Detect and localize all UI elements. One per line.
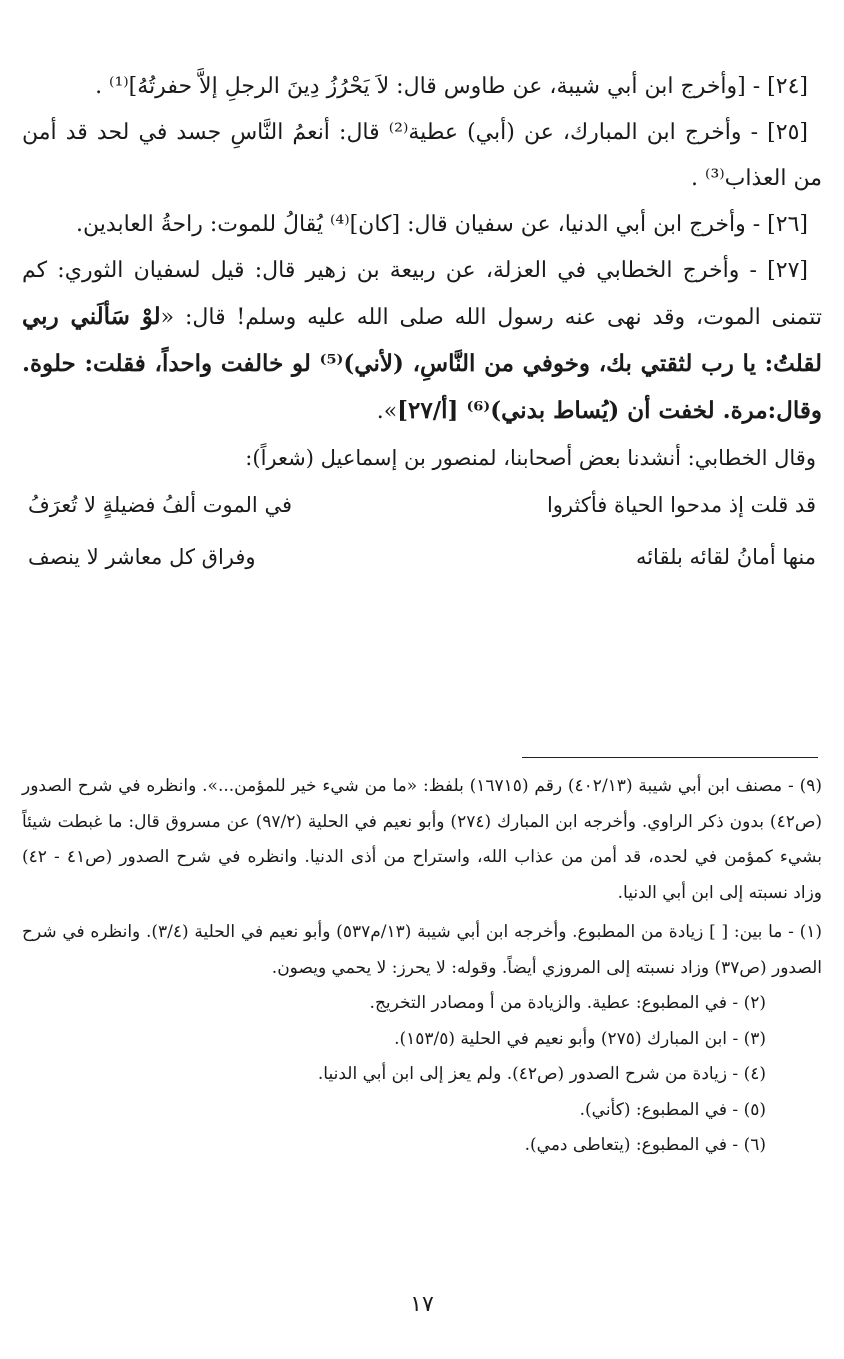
verse-2	[22, 531, 822, 583]
footnotes	[22, 769, 822, 1164]
verse-2-second-hemistich: وفراق كل معاشر لا ينصف	[28, 545, 256, 569]
verse-1-first-hemistich: قد قلت إذ مدحوا الحياة فأكثروا	[546, 493, 816, 517]
paragraph-27	[22, 248, 822, 435]
paragraph-27-intro: [٢٧] - وأخرج الخطابي في العزلة، عن ربيعة بن زهير قال: قيل لسفيان الثوري: كم تتمنى الموت، وقد نهى عنه رسول الله صلى الله عليه وسلم! قال: «	[22, 258, 822, 330]
verse-1-second-hemistich: في الموت ألفُ فضيلةٍ لا تُعرَفُ	[28, 493, 292, 517]
paragraph-27-quote: لوْ سَألَني ربي لقلتُ: يا رب لثقتي بك، وخوفي من النَّاسِ، (لأني)⁽⁵⁾ لو خالفت واحداً، فقلت: حلوة. وقال:مرة. لخفت أن (يُساط بدني)⁽⁶⁾ [أ/٢٧]	[22, 303, 823, 424]
footnote-5: (٥) - في المطبوع: (كأني).	[579, 1099, 766, 1120]
poem-intro: وقال الخطابي: أنشدنا بعض أصحابنا، لمنصور بن إسماعيل (شعراً):	[245, 446, 816, 470]
footnote-6: (٦) - في المطبوع: (يتعاطى دمي).	[524, 1135, 766, 1155]
main-text	[22, 64, 822, 583]
page-number: ١٧	[410, 1292, 434, 1317]
paragraph-26: [٢٦] - وأخرج ابن أبي الدنيا، عن سفيان قال: [كان]⁽⁴⁾ يُقالُ للموت: راحةُ العابدين.	[76, 212, 808, 237]
paragraph-25: [٢٥] - وأخرج ابن المبارك، عن (أبي) عطية⁽²⁾ قال: أنعمُ النَّاسِ جسد في لحد قد أمن من العذاب⁽³⁾ .	[22, 120, 822, 191]
paragraph-24: [٢٤] - [وأخرج ابن أبي شيبة، عن طاوس قال: لاَ يَحْرُزُ دِينَ الرجلِ إلاَّ حفرتُهُ]⁽¹⁾ .	[95, 74, 808, 99]
verse-1	[22, 479, 822, 531]
footnote-4: (٤) - زيادة من شرح الصدور (ص٤٢). ولم يعز إلى ابن أبي الدنيا.	[317, 1064, 766, 1084]
footnote-3: (٣) - ابن المبارك (٢٧٥) وأبو نعيم في الحلية (١٥٣/٥).	[394, 1028, 766, 1049]
footnote-2: (٢) - في المطبوع: عطية. والزيادة من أ ومصادر التخريج.	[369, 993, 766, 1013]
footnote-1: (١) - ما بين: [ ] زيادة من المطبوع. وأخرجه ابن أبي شيبة (١٣/م٥٣٧) وأبو نعيم في الحلية (٣/٤). وانظره في شرح الصدور (ص٣٧) وزاد نسبته إلى المروزي أيضاً. وقوله: لا يحرز: لا يحمي ويصون.	[22, 922, 823, 978]
footnote-9: (٩) - مصنف ابن أبي شيبة (٤٠٢/١٣) رقم (١٦٧١٥) بلفظ: «ما من شيء خير للمؤمن...». وانظره في شرح الصدور (ص٤٢) بدون ذكر الراوي. وأخرجه ابن المبارك (٢٧٤) وأبو نعيم في الحلية (٩٧/٢) عن مسروق قال: ما غبطت شيئاً بشيء كمؤمن في لحده، قد أمن من عذاب الله، واستراح من أذى الدنيا. وانظره في شرح الصدور (ص٤١ - ٤٢) وزاد نسبته إلى ابن أبي الدنيا.	[22, 776, 823, 903]
paragraph-27-end: ».	[376, 399, 398, 424]
footnote-divider	[522, 757, 818, 758]
book-page	[22, 0, 822, 1359]
verse-2-first-hemistich: منها أمانُ لقائه بلقائه	[635, 545, 816, 569]
